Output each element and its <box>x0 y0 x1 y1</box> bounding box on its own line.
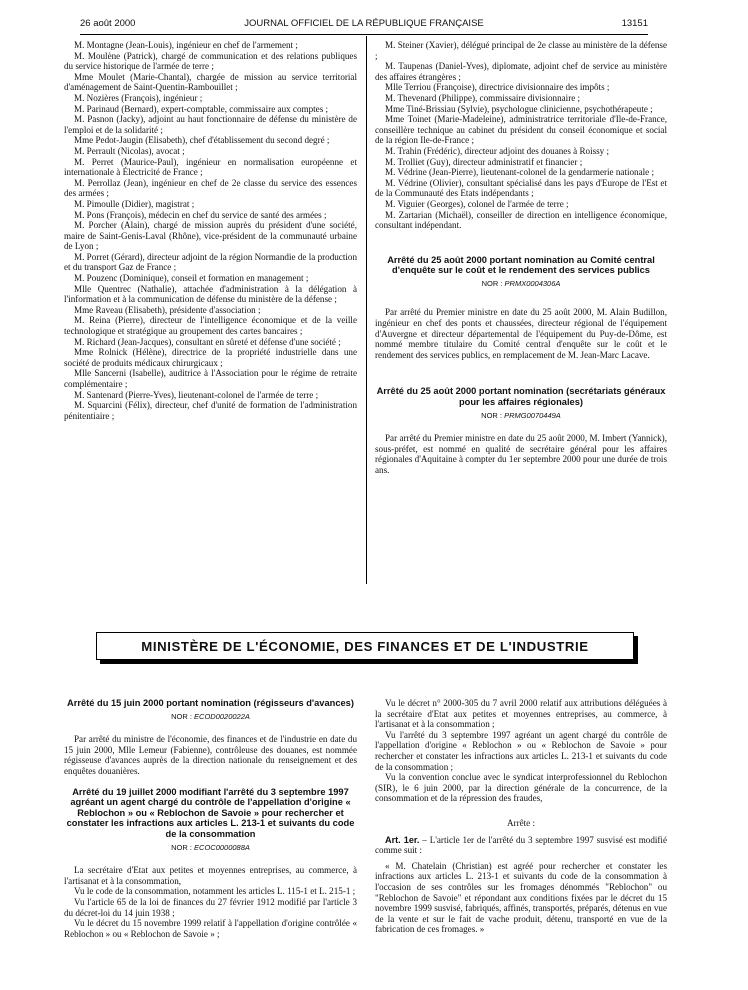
list-item: Mlle Sancerni (Isabelle), auditrice à l'Association pour le régime de retraite complémentaire ; <box>64 368 357 389</box>
list-item: Mme Raveau (Elisabeth), présidente d'association ; <box>74 304 261 315</box>
ministry-banner <box>96 632 634 660</box>
article-1 <box>375 835 667 856</box>
right-column <box>375 40 667 476</box>
list-item: M. Porcher (Alain), chargé de mission auprès du président d'une société, maire de Saint-Genis-Laval (Rhône), vice-président de la communauté urbaine de Lyon ; <box>64 220 357 252</box>
list-item: M. Perrollaz (Jean), ingénieur en chef de 2e classe du service des essences des armées ; <box>64 177 357 199</box>
list-item: M. Taupenas (Daniel-Yves), diplomate, adjoint chef de service au ministère des affaires étrangères ; <box>375 61 667 82</box>
list-item: Mlle Quentrec (Nathalie), attachée d'administration à la délégation à l'information et à la communication de défense du ministère de la défense ; <box>64 283 357 305</box>
arrete-paragraph: Vu le décret n° 2000-305 du 7 avril 2000 relatif aux attributions déléguées à la secrétaire d'Etat aux petites et moyennes entreprises, au commerce, à l'artisanat et à la consommation ; <box>375 698 667 730</box>
list-item: Mlle Terriou (Françoise), directrice divisionnaire des impôts ; <box>385 82 610 93</box>
nor-reference: NOR : ECOC0000088A <box>171 842 250 852</box>
list-item: M. Montagne (Jean-Louis), ingénieur en chef de l'armement ; <box>74 40 298 50</box>
list-item: M. Pons (François), médecin en chef du service de santé des armées ; <box>74 209 327 220</box>
arrete-body: Par arrêté du ministre de l'économie, des finances et de l'industrie en date du 15 juin 2000, Mlle Lemeur (Fabienne), contrôleuse des douanes, est nommée régisseuse d'avances auprès de la direction nationale du renseignement et des enquêtes douanières. <box>64 734 357 776</box>
header-date: 26 août 2000 <box>80 18 136 29</box>
list-item: M. Védrine (Olivier), consultant spécialisé dans les pays d'Europe de l'Est et de la Communauté des Etats indépendants ; <box>375 177 667 199</box>
list-item: M. Nozières (François), ingénieur ; <box>74 92 203 103</box>
arrete-title: Arrêté du 19 juillet 2000 modifiant l'arrêté du 3 septembre 1997 agréant un agent chargé du contrôle de l'appellation d'origine « Reblochon » ou « Reblochon de Savoie » pour rechercher et constater les infractions aux articles L. 213-1 et suivants du code de la consommation <box>66 786 355 839</box>
list-item: Mme Pedot-Jaugin (Elisabeth), chef d'établissement du second degré ; <box>74 135 330 146</box>
arrete-title: Arrêté du 25 août 2000 portant nomination (secrétariats généraux pour les affaires régionales) <box>376 386 666 408</box>
header-rule <box>80 34 648 35</box>
journal-title: JOURNAL OFFICIEL DE LA RÉPUBLIQUE FRANÇAISE <box>244 18 484 29</box>
page-number: 13151 <box>621 18 648 29</box>
nor-reference: NOR : PRMG0070449A <box>481 410 561 420</box>
list-item: M. Steiner (Xavier), délégué principal de 2e classe au ministère de la défense ; <box>375 40 667 61</box>
nor-reference: NOR : ECOD0020022A <box>171 711 250 721</box>
list-item: M. Védrine (Jean-Pierre), lieutenant-colonel de la gendarmerie nationale ; <box>385 167 654 178</box>
right-column-lower <box>375 698 667 935</box>
arrete-paragraph: Vu la convention conclue avec le syndicat interprofessionnel du Reblochon (SIR), le 6 juin 2000, par la direction générale de la concurrence, de la consommation et de la répression des fraudes, <box>375 772 667 804</box>
list-item: M. Thevenard (Philippe), commissaire divisionnaire ; <box>385 92 581 103</box>
list-item: M. Parinaud (Bernard), expert-comptable, commissaire aux comptes ; <box>74 103 329 114</box>
list-item: M. Squarcini (Félix), directeur, chef d'unité de formation de l'administration pénitentiaire ; <box>64 400 357 421</box>
list-item: Mme Toinet (Marie-Madeleine), administratrice territoriale d'Ile-de-France, conseillère technique au cabinet du président du conseil économique et social de la région Ile-de-France ; <box>375 114 667 146</box>
list-item: M. Pouzenc (Dominique), conseil et formation en management ; <box>74 273 309 284</box>
arrete-title: Arrêté du 25 août 2000 portant nomination au Comité central d'enquête sur le coût et le rendement des services publics <box>387 254 655 276</box>
list-item: M. Zartarian (Michaël), conseiller de direction en intelligence économique, consultant indépendant. <box>375 209 667 231</box>
list-item: M. Pasnon (Jacky), adjoint au haut fonctionnaire de défense du ministère de l'emploi et de la solidarité ; <box>64 114 357 135</box>
list-item: Mme Tiné-Brissiau (Sylvie), psychologue clinicienne, psychothérapeute ; <box>385 103 653 114</box>
article-quote: « M. Chatelain (Christian) est agréé pour rechercher et constater les infractions aux articles L. 213-1 et suivants du code de la consommation à l'occasion de ses contrôles sur les fromages dénommés "Reblochon" ou "Reblochon de Savoie" et répondant aux conditions fixées par le décret du 15 novembre 1999 susvisé, fabriqués, affinés, transportés, préparés, détenus en vue de la vente et sur le fait de vache produit, détenu, transporté en vue de la fabrication de ces fromages. » <box>375 860 667 935</box>
ministry-title: MINISTÈRE DE L'ÉCONOMIE, DES FINANCES ET DE L'INDUSTRIE <box>141 638 589 654</box>
arrete-body: Par arrêté du Premier ministre en date du 25 août 2000, M. Imbert (Yannick), sous-préfet, est nommé en qualité de secrétaire général pour les affaires régionales d'Aquitaine à compter du 1er septembre 2000 pour une durée de trois ans. <box>375 433 667 475</box>
arrete-paragraph: Vu l'article 65 de la loi de finances du 27 février 1912 modifié par l'article 3 du décret-loi du 14 juin 1938 ; <box>64 896 357 918</box>
arrete-paragraph: Vu le code de la consommation, notamment les articles L. 115-1 et L. 215-1 ; <box>74 886 356 897</box>
article-text: – L'article 1er de l'arrêté du 3 septembre 1997 susvisé est modifié comme suit : <box>375 834 667 856</box>
list-item: M. Moulène (Patrick), chargé de communication et des relations publiques du service historique de l'armée de terre ; <box>64 50 357 72</box>
arrete-paragraph: La secrétaire d'Etat aux petites et moyennes entreprises, au commerce, à l'artisanat et à la consommation, <box>64 865 357 886</box>
list-item: M. Pimoulle (Didier), magistrat ; <box>74 198 195 209</box>
page-header <box>80 18 648 32</box>
list-item: M. Richard (Jean-Jacques), consultant en sûreté et défense d'une société ; <box>74 336 341 347</box>
column-divider <box>366 36 367 584</box>
list-item: Mme Moulet (Marie-Chantal), chargée de mission au service territorial d'aménagement de Saint-Quentin-Rambouillet ; <box>64 71 357 93</box>
left-column-lower <box>64 698 357 939</box>
left-column <box>64 40 357 421</box>
list-item: M. Reina (Pierre), directeur de l'intelligence économique et de la veille technologique et stratégique au groupement des cartes bancaires ; <box>64 315 357 337</box>
list-item: Mme Rolnick (Hélène), directrice de la propriété industrielle dans une société de produits médicaux chirurgicaux ; <box>64 347 357 368</box>
list-item: M. Porret (Gérard), directeur adjoint de la région Normandie de la production et du transport Gaz de France ; <box>64 251 357 273</box>
nor-reference: NOR : PRMX0004306A <box>481 278 561 288</box>
list-item: M. Trolliet (Guy), directeur administratif et financier ; <box>385 156 583 167</box>
arrete-word: Arrête : <box>506 817 536 828</box>
list-item: M. Trahin (Frédéric), directeur adjoint des douanes à Roissy ; <box>385 145 610 156</box>
list-item: M. Perret (Maurice-Paul), ingénieur en normalisation européenne et internationale à Électricité de France ; <box>64 156 357 178</box>
article-label: Art. 1er. <box>385 834 420 845</box>
arrete-paragraph: Vu l'arrêté du 3 septembre 1997 agréant un agent chargé du contrôle de l'appellation d'origine « Reblochon » ou « Reblochon de Savoie » pour rechercher et constater les infractions aux articles L. 213-1 et suivants du code de la consommation ; <box>375 729 667 772</box>
list-item: M. Viguier (Georges), colonel de l'armée de terre ; <box>385 198 569 209</box>
arrete-title: Arrêté du 15 juin 2000 portant nomination (régisseurs d'avances) <box>67 698 354 708</box>
arrete-paragraph: Vu le décret du 15 novembre 1999 relatif à l'appellation d'origine contrôlée « Reblochon » ou « Reblochon de Savoie » ; <box>64 918 357 939</box>
list-item: M. Perrault (Nicolas), avocat ; <box>74 145 185 156</box>
list-item: M. Santenard (Pierre-Yves), lieutenant-colonel de l'armée de terre ; <box>74 389 319 400</box>
arrete-body: Par arrêté du Premier ministre en date du 25 août 2000, M. Alain Budillon, ingénieur en chef des ponts et chaussées, directeur régional de l'équipement d'Auvergne et directeur départemental de l'équipement du Puy-de-Dôme, est nommé membre titulaire du Comité central d'enquête sur le coût et le rendement des services publics, en remplacement de M. Jean-Marc Lacave. <box>375 307 667 360</box>
